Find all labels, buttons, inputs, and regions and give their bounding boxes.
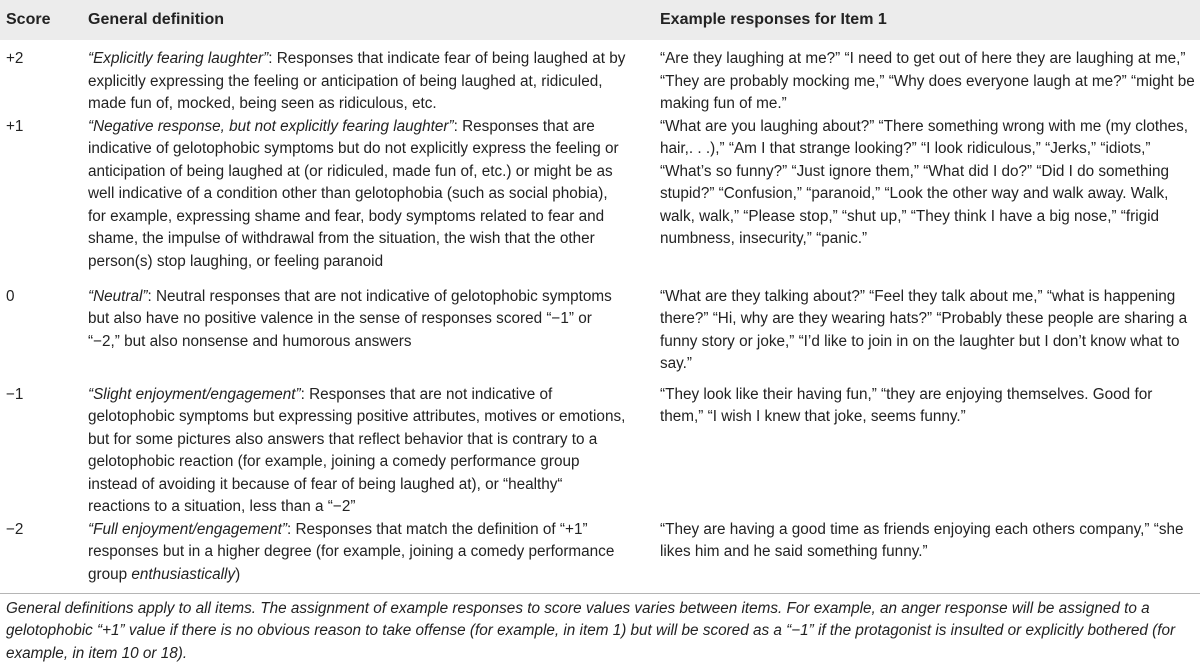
score-cell: −1 xyxy=(6,385,24,403)
definition-term: “Slight enjoyment/engagement” xyxy=(88,385,301,403)
table-row xyxy=(0,519,1200,594)
table-row xyxy=(0,376,1200,519)
definition-cell xyxy=(60,519,632,594)
table-row xyxy=(0,116,1200,278)
score-cell: +1 xyxy=(6,117,24,135)
definition-cell xyxy=(60,40,632,116)
examples-cell: “They look like their having fun,” “they are enjoying themselves. Good for them,” “I wish I knew that joke, seems funny.” xyxy=(660,385,1153,425)
table-header-row xyxy=(0,0,1200,40)
header-general-definition: General definition xyxy=(88,11,225,28)
definition-cell xyxy=(60,376,632,519)
score-cell: −2 xyxy=(0,519,60,594)
examples-cell: “They are having a good time as friends enjoying each others company,” “she likes him and he said something funny.” xyxy=(632,519,1200,594)
score-cell: 0 xyxy=(6,287,15,305)
definition-text: : Responses that match the definition of “+1” responses but in a higher degree (for example, joining a comedy performance group xyxy=(88,520,615,583)
table-row xyxy=(0,40,1200,116)
definition-emphasis: enthusiastically xyxy=(131,565,236,583)
score-cell: +2 xyxy=(6,50,24,67)
definition-text: : Responses that are not indicative of gelotophobic symptoms but expressing positive attributes, motives or emotions, but for some pictures also answers that reflect behavior that is contrary to a gelotophobic reaction (for example, joining a comedy performance group instead of avoiding it because of fear of being laughed at), or “healthy“ reactions to a situation, less than a “−2” xyxy=(88,385,626,515)
definition-term: “Full enjoyment/engagement” xyxy=(88,520,287,538)
definition-tail: ) xyxy=(235,565,241,583)
examples-cell: “What are you laughing about?” “There something wrong with me (my clothes, hair,. . .),” “Am I that strange looking?” “I look ridiculous,” “Jerks,” “idiots,” “What’s so funny?” “Just ignore them,” “What did I do?” “Did I do something stupid?” “Confusion,” “paranoid,” “Look the other way and walk away. Walk, walk, walk,” “Please stop,” “shut up,” “They think I have a big nose,” “frigid numbness, insecurity,” “panic.” xyxy=(660,117,1188,247)
definition-cell xyxy=(60,116,632,278)
header-example-responses: Example responses for Item 1 xyxy=(660,11,887,28)
definition-text: : Neutral responses that are not indicative of gelotophobic symptoms but also have no positive valence in the sense of responses scored “−1” or “−2,” but also nonsense and humorous answers xyxy=(88,287,612,350)
header-score: Score xyxy=(6,11,51,28)
definition-text: : Responses that are indicative of gelotophobic symptoms but do not explicitly express the feeling or anticipation of being laughed at (or ridiculed, made fun of, etc.) or might be as well indicative of a condition other than gelotophobia (such as social phobia), for example, expressing shame and fear, body symptoms related to fear and shame, the impulse of withdrawal from the situation, the wish that the other person(s) stop laughing, or feeling paranoid xyxy=(88,117,619,270)
examples-cell: “Are they laughing at me?” “I need to get out of here they are laughing at me,” “They are probably mocking me,” “Why does everyone laugh at me?” “might be making fun of me.” xyxy=(660,50,1195,112)
definition-text: : Responses that indicate fear of being laughed at by explicitly expressing the feeling or anticipation of being laughed at, ridiculed, made fun of, mocked, being seen as ridiculous, etc. xyxy=(88,50,626,112)
definition-cell xyxy=(60,278,632,376)
definition-term: “Explicitly fearing laughter” xyxy=(88,50,269,67)
table-row xyxy=(0,278,1200,376)
definition-term: “Neutral” xyxy=(88,287,148,305)
examples-cell: “What are they talking about?” “Feel they talk about me,” “what is happening there?” “Hi, why are they wearing hats?” “Probably these people are sharing a funny story or joke,” “I’d like to join in on the laughter but I don’t know what to say.” xyxy=(660,287,1188,372)
definition-term: “Negative response, but not explicitly fearing laughter” xyxy=(88,117,454,135)
table-footnote: General definitions apply to all items. The assignment of example responses to score values varies between items. For example, an anger response will be assigned to a gelotophobic “+1” value if there is no obvious reason to take offense (for example, in item 1) but will be scored as a “−1” if the protagonist is insulted or explicitly bothered (for example, in item 10 or 18). xyxy=(6,600,1176,662)
